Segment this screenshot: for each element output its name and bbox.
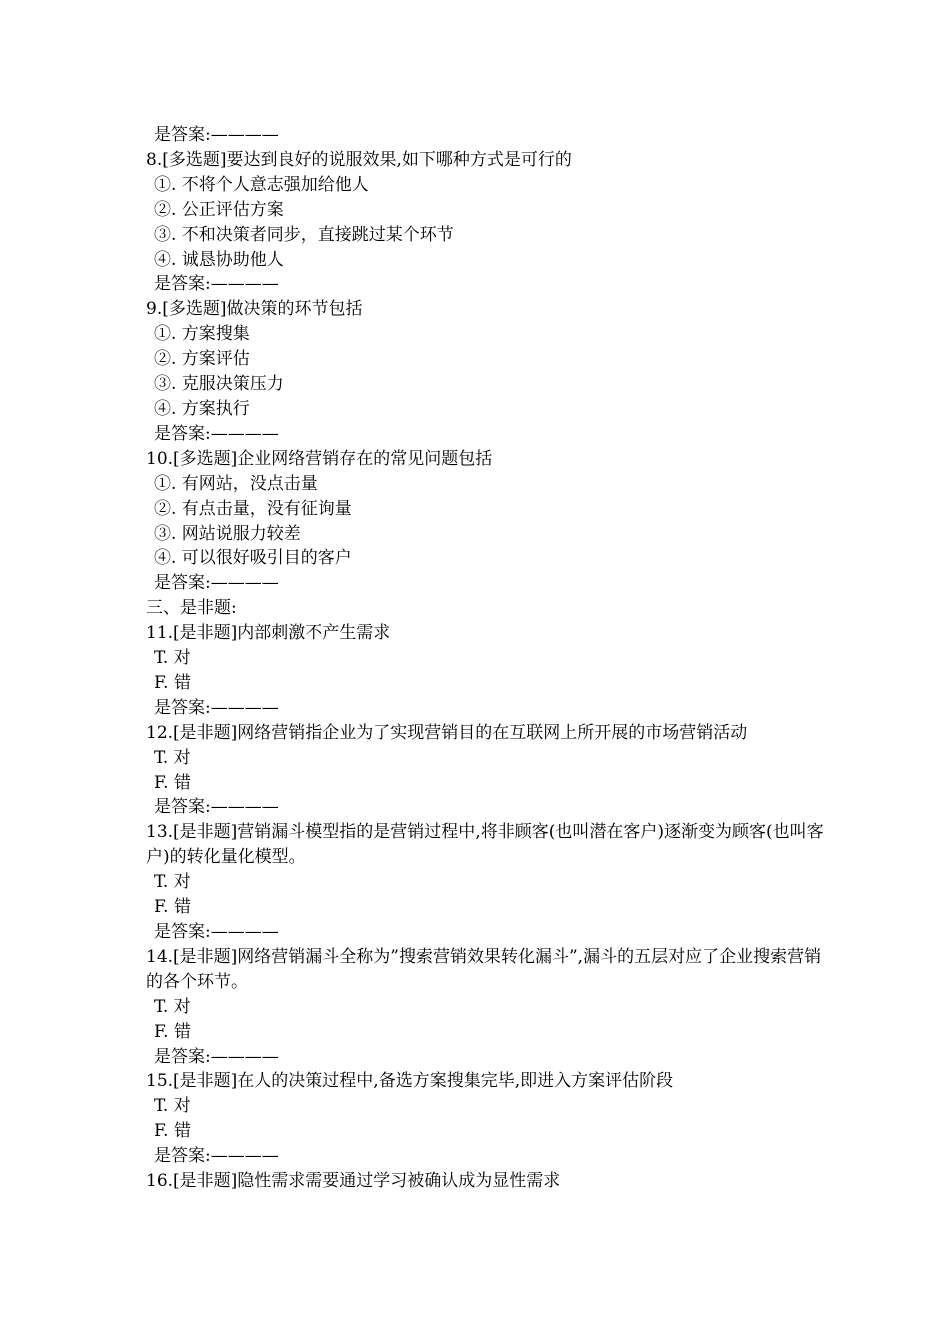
option-line: T. 对 <box>154 996 191 1017</box>
option-line: ③. 不和决策者同步，直接跳过某个环节 <box>154 224 454 245</box>
question-15-title: 15.[是非题]在人的决策过程中,备选方案搜集完毕,即进入方案评估阶段 <box>146 1071 674 1092</box>
answer-line: 是答案:———— <box>154 423 279 444</box>
option-line: ②. 有点击量，没有征询量 <box>154 498 352 519</box>
option-line: ④. 诚恳协助他人 <box>154 249 284 270</box>
section-heading: 三、是非题: <box>146 598 237 619</box>
option-line: F. 错 <box>154 1021 191 1042</box>
option-line: ①. 方案搜集 <box>154 324 250 345</box>
option-line: ②. 方案评估 <box>154 349 250 370</box>
option-line: ③. 网站说服力较差 <box>154 523 301 544</box>
option-line: ④. 可以很好吸引目的客户 <box>154 548 352 569</box>
option-line: T. 对 <box>154 1096 191 1117</box>
option-line: T. 对 <box>154 872 191 893</box>
option-line: ②. 公正评估方案 <box>154 199 284 220</box>
option-line: ④. 方案执行 <box>154 398 250 419</box>
answer-line: 是答案:———— <box>154 797 279 818</box>
question-13-title: 13.[是非题]营销漏斗模型指的是营销过程中,将非顾客(也叫潜在客户)逐渐变为顾客(也叫客户)的转化量化模型。 <box>146 822 824 868</box>
question-10-title: 10.[多选题]企业网络营销存在的常见问题包括 <box>146 448 493 469</box>
answer-line: 是答案:———— <box>154 922 279 942</box>
answer-line: 是答案:———— <box>154 1146 279 1167</box>
option-line: T. 对 <box>154 648 191 669</box>
option-line: T. 对 <box>154 747 191 768</box>
answer-line: 是答案:———— <box>154 697 279 718</box>
option-line: F. 错 <box>154 1121 191 1142</box>
answer-line: 是答案:———— <box>154 1046 279 1067</box>
option-line: F. 错 <box>154 672 191 693</box>
answer-line: 是答案:———— <box>154 573 279 594</box>
option-line: F. 错 <box>154 897 191 918</box>
question-12-title: 12.[是非题]网络营销指企业为了实现营销目的在互联网上所开展的市场营销活动 <box>146 722 748 743</box>
question-16-title: 16.[是非题]隐性需求需要通过学习被确认成为显性需求 <box>146 1171 561 1192</box>
question-9-title: 9.[多选题]做决策的环节包括 <box>146 299 363 320</box>
answer-line: 是答案:———— <box>154 125 279 145</box>
option-line: ①. 有网站，没点击量 <box>154 473 318 494</box>
option-line: ①. 不将个人意志强加给他人 <box>154 174 369 195</box>
question-11-title: 11.[是非题]内部刺激不产生需求 <box>146 623 391 644</box>
document-page <box>146 123 826 1194</box>
question-14-title: 14.[是非题]网络营销漏斗全称为”搜索营销效果转化漏斗”,漏斗的五层对应了企业搜索营销的各个环节。 <box>146 946 822 992</box>
option-line: ③. 克服决策压力 <box>154 374 284 395</box>
question-8-title: 8.[多选题]要达到良好的说服效果,如下哪种方式是可行的 <box>146 149 572 170</box>
option-line: F. 错 <box>154 772 191 793</box>
answer-line: 是答案:———— <box>154 274 279 295</box>
